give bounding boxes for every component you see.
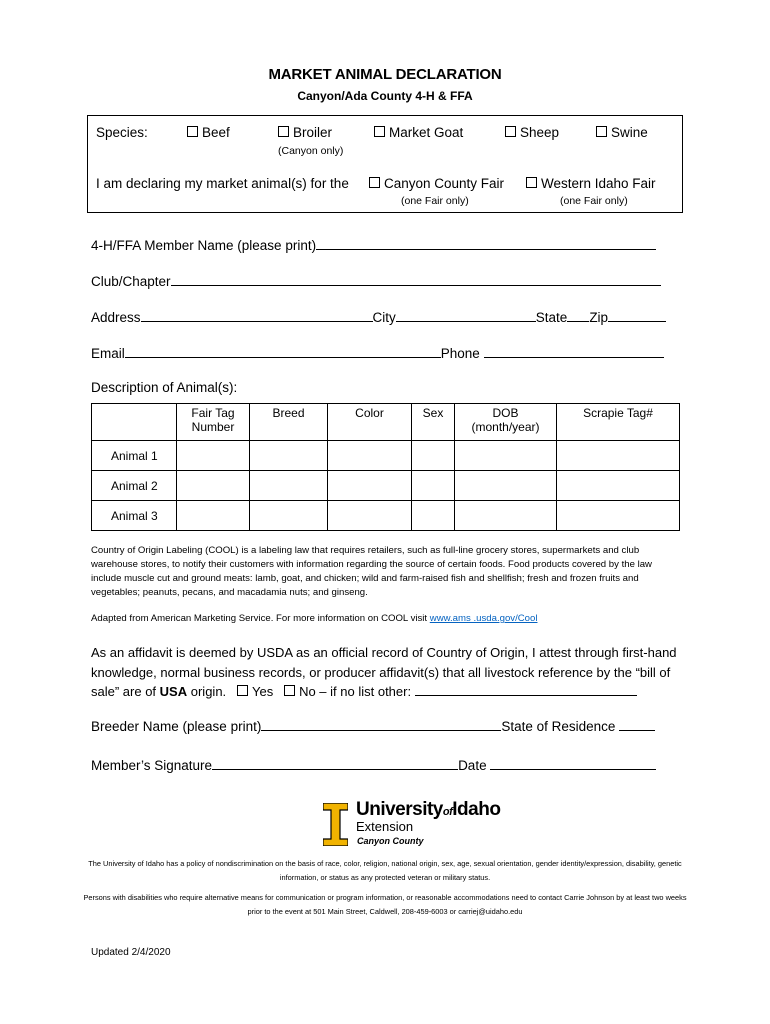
date-field[interactable] [490, 757, 656, 770]
table-cell[interactable] [455, 501, 557, 531]
table-cell[interactable] [557, 471, 680, 501]
cool-adapted-line [91, 612, 681, 626]
breeder-name-label: Breeder Name (please print) [91, 719, 262, 734]
breeder-name-field[interactable] [261, 718, 501, 731]
zip-field[interactable] [608, 309, 666, 322]
signature-field[interactable] [212, 757, 458, 770]
checkbox-icon[interactable] [284, 685, 295, 696]
fair-note-western: (one Fair only) [560, 195, 628, 207]
checkbox-icon[interactable] [237, 685, 248, 696]
cool-paragraph: Country of Origin Labeling (COOL) is a labeling law that requires retailers, such as full-line grocery stores, supermarkets and club warehouse stores, to notify their customers with information regarding the source of certain foods. Food products covered by the law include muscle cut and ground meats: lamb, goat, and chicken; wild and farm-raised fish and shellfish; fresh and frozen fruits and vegetables; peanuts, pecans, and macadamia nuts; and ginseng. [91, 545, 652, 598]
table-row [92, 501, 680, 531]
member-name-field[interactable] [316, 237, 656, 250]
page-title: MARKET ANIMAL DECLARATION [268, 66, 502, 83]
address-label: Address [91, 310, 141, 325]
club-field[interactable] [171, 273, 661, 286]
affidavit-origin: origin. [190, 684, 227, 699]
checkbox-icon[interactable] [596, 126, 607, 137]
email-field[interactable] [125, 345, 441, 358]
zip-label: Zip [589, 310, 609, 325]
fair-note-canyon: (one Fair only) [401, 195, 469, 207]
broiler-note: (Canyon only) [278, 145, 344, 157]
table-cell[interactable] [412, 471, 455, 501]
affidavit-text: As an affidavit is deemed by USDA as an official record of Country of Origin, I attest through first-hand knowledge, normal business records, or producer affidavit(s) that all livestock reference by the “bill of sale” are of [91, 645, 677, 699]
table-cell[interactable] [328, 441, 412, 471]
breeder-state-field[interactable] [619, 718, 655, 731]
table-header-dob: DOB (month/year) [455, 404, 557, 441]
fair-option-western-idaho[interactable]: Western Idaho Fair [526, 176, 656, 191]
table-header-sex: Sex [412, 404, 455, 441]
cool-link[interactable]: www.ams .usda.gov/Cool [429, 613, 538, 624]
table-cell[interactable] [412, 441, 455, 471]
table-header-row [92, 404, 680, 441]
table-row [92, 471, 680, 501]
table-cell[interactable] [177, 441, 250, 471]
city-label: City [372, 310, 396, 325]
table-header-fair-tag: Fair Tag Number [177, 404, 250, 441]
table-cell[interactable] [177, 501, 250, 531]
table-cell[interactable] [328, 501, 412, 531]
table-cell[interactable] [250, 471, 328, 501]
breeder-state-label: State of Residence [501, 719, 616, 734]
checkbox-icon[interactable] [278, 126, 289, 137]
table-cell[interactable] [250, 441, 328, 471]
checkbox-icon[interactable] [187, 126, 198, 137]
logo-extension: Extension [356, 819, 414, 834]
species-option-swine[interactable]: Swine [596, 125, 648, 140]
animal-row-label: Animal 1 [92, 441, 177, 471]
animals-heading: Description of Animal(s): [91, 380, 238, 395]
university-of-idaho-logo-icon [323, 803, 348, 846]
table-row [92, 441, 680, 471]
member-name-label: 4-H/FFA Member Name (please print) [91, 238, 317, 253]
club-label: Club/Chapter [91, 274, 171, 289]
table-cell[interactable] [557, 441, 680, 471]
logo-wordmark: UniversityofIdaho [356, 799, 501, 820]
table-header-breed: Breed [250, 404, 328, 441]
cool-adapted-text: Adapted from American Marketing Service. For more information on COOL visit [91, 613, 428, 624]
table-cell[interactable] [328, 471, 412, 501]
club-row [91, 273, 671, 289]
state-field[interactable] [567, 309, 589, 322]
phone-label: Phone [440, 346, 480, 361]
fair-prompt: I am declaring my market animal(s) for the [96, 176, 349, 191]
affidavit-other-field[interactable] [415, 683, 637, 696]
date-label: Date [458, 758, 487, 773]
email-row [91, 345, 681, 361]
checkbox-icon[interactable] [369, 177, 380, 188]
checkbox-icon[interactable] [526, 177, 537, 188]
state-label: State [535, 310, 568, 325]
fair-option-canyon-county[interactable]: Canyon County Fair [369, 176, 504, 191]
checkbox-icon[interactable] [505, 126, 516, 137]
table-cell[interactable] [250, 501, 328, 531]
logo-county: Canyon County [357, 836, 424, 846]
species-label: Species: [96, 125, 148, 140]
affidavit-usa: USA [159, 684, 188, 699]
table-header-scrapie: Scrapie Tag# [557, 404, 680, 441]
page-subtitle: Canyon/Ada County 4-H & FFA [297, 89, 473, 103]
signature-label: Member’s Signature [91, 758, 213, 773]
email-label: Email [91, 346, 125, 361]
address-row [91, 309, 681, 325]
updated-date: Updated 2/4/2020 [91, 947, 171, 958]
table-header-color: Color [328, 404, 412, 441]
accommodations-notice: Persons with disabilities who require alternative means for communication or program information, or reasonable accommodations need to contact Carrie Johnson by at least two weeks prior to the event at 501 Main Street, Caldwell, 208-459-6003 or carriej@uidaho.edu [83, 893, 687, 916]
animal-row-label: Animal 3 [92, 501, 177, 531]
nondiscrimination-notice: The University of Idaho has a policy of nondiscrimination on the basis of race, color, religion, national origin, sex, age, sexual orientation, gender identity/expression, disability, genetic information, or status as any protected veteran or military status. [88, 859, 682, 882]
animals-table [91, 403, 680, 531]
table-cell[interactable] [455, 471, 557, 501]
checkbox-icon[interactable] [374, 126, 385, 137]
address-field[interactable] [141, 309, 373, 322]
affidavit-block [91, 643, 681, 702]
signature-row [91, 757, 681, 773]
animal-row-label: Animal 2 [92, 471, 177, 501]
species-option-broiler[interactable]: Broiler [278, 125, 332, 140]
table-cell[interactable] [177, 471, 250, 501]
table-cell[interactable] [412, 501, 455, 531]
affidavit-yes[interactable]: Yes [237, 684, 273, 699]
member-name-row [91, 237, 671, 253]
table-cell[interactable] [455, 441, 557, 471]
species-option-beef[interactable]: Beef [187, 125, 230, 140]
city-field[interactable] [396, 309, 536, 322]
phone-field[interactable] [484, 345, 664, 358]
breeder-row [91, 718, 681, 734]
table-header-blank [92, 404, 177, 441]
species-option-market-goat[interactable]: Market Goat [374, 125, 463, 140]
species-option-sheep[interactable]: Sheep [505, 125, 559, 140]
affidavit-no[interactable]: No – if no list other: [284, 684, 411, 699]
table-cell[interactable] [557, 501, 680, 531]
